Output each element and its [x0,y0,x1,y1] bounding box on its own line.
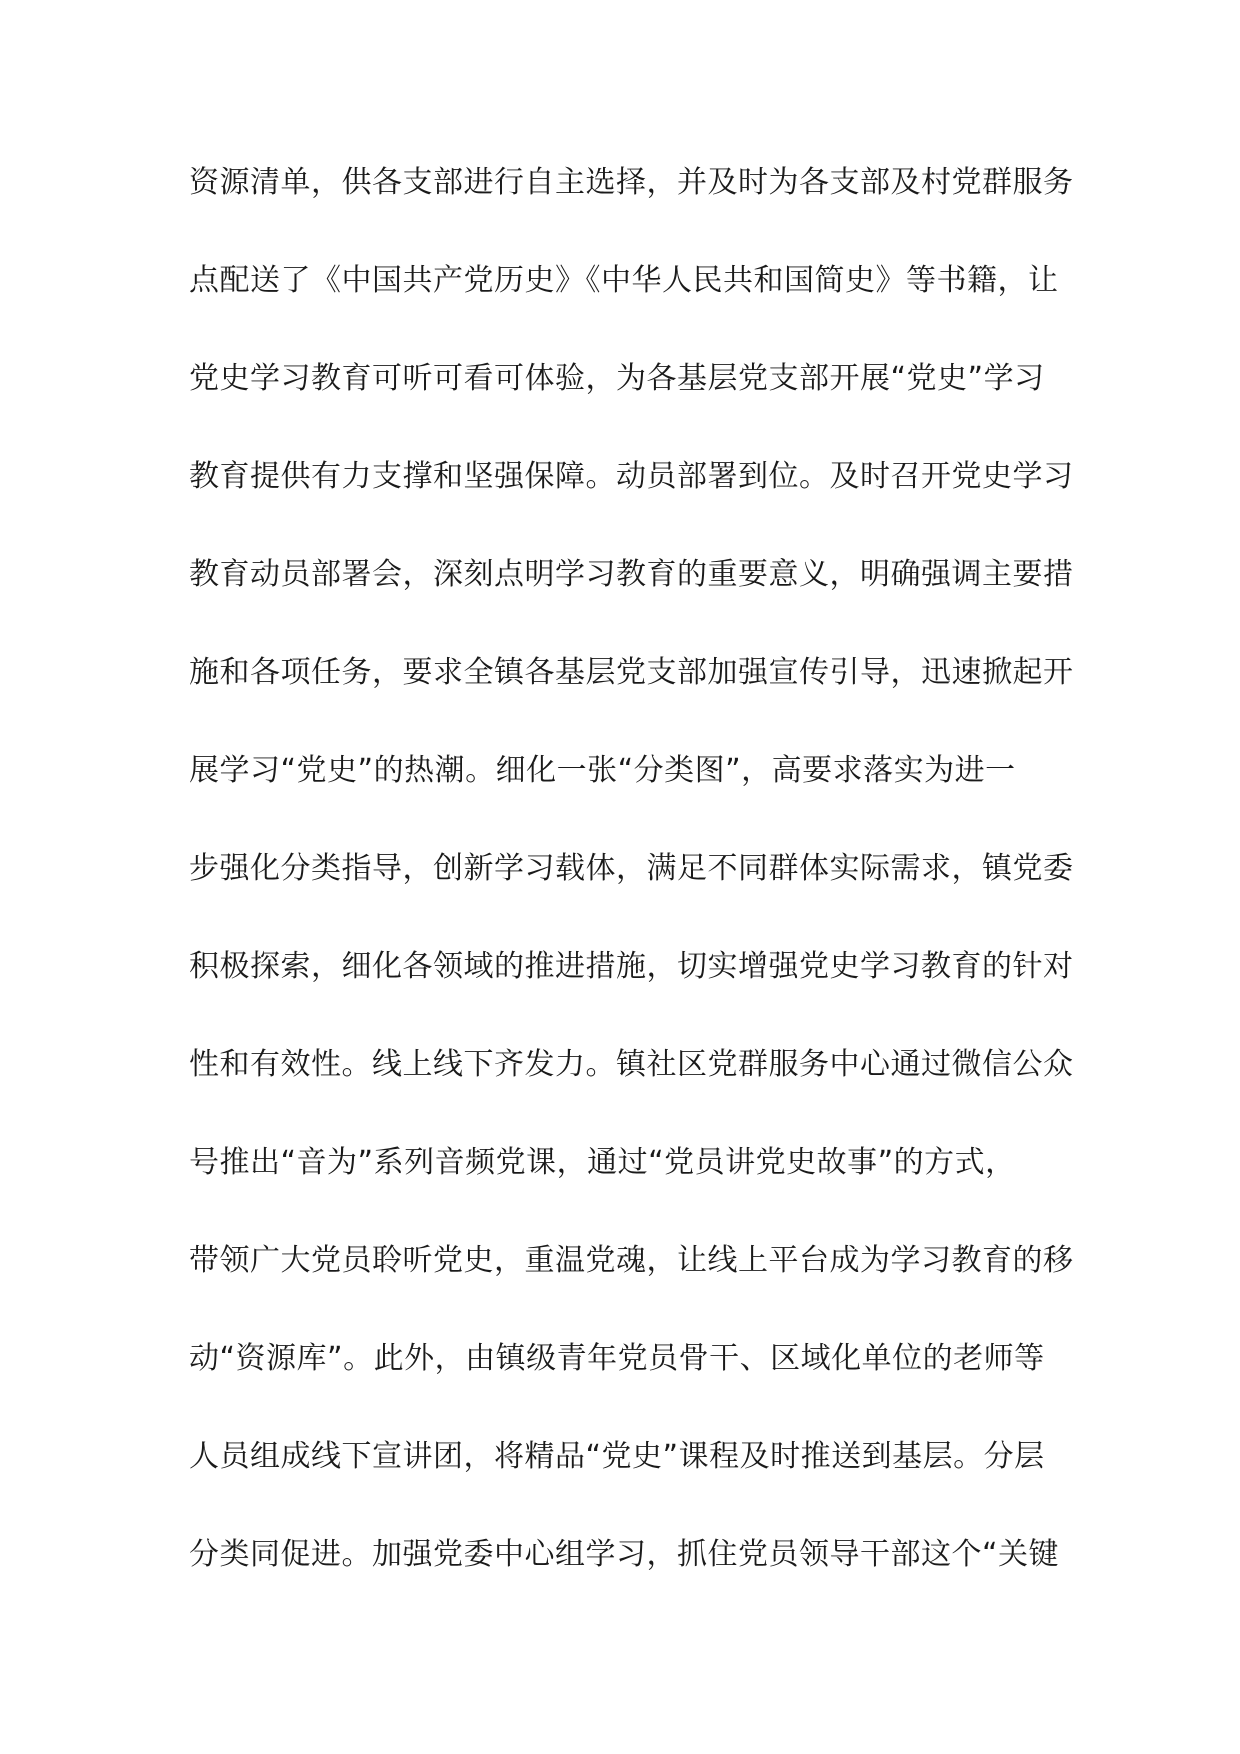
text-line: 教育提供有力支撑和坚强保障。动员部署到位。及时召开党史学习 [189,459,1074,494]
text-line: 动“资源库”。此外，由镇级青年党员骨干、区域化单位的老师等 [189,1341,1045,1376]
text-line: 人员组成线下宣讲团，将精品“党史”课程及时推送到基层。分层 [189,1439,1045,1474]
text-line: 点配送了《中国共产党历史》《中华人民共和国简史》等书籍，让 [189,263,1059,298]
text-line: 教育动员部署会，深刻点明学习教育的重要意义，明确强调主要措 [189,557,1074,592]
text-line: 带领广大党员聆听党史，重温党魂，让线上平台成为学习教育的移 [189,1243,1074,1278]
text-line: 党史学习教育可听可看可体验，为各基层党支部开展“党史”学习 [189,361,1045,396]
text-line: 号推出“音为”系列音频党课，通过“党员讲党史故事”的方式， [189,1145,1016,1180]
text-line: 展学习“党史”的热潮。细化一张“分类图”，高要求落实为进一 [189,753,1016,788]
text-line: 积极探索，细化各领域的推进措施，切实增强党史学习教育的针对 [189,949,1074,984]
text-line: 施和各项任务，要求全镇各基层党支部加强宣传引导，迅速掀起开 [189,655,1074,690]
body-text [189,165,1074,1638]
text-line: 分类同促进。加强党委中心组学习，抓住党员领导干部这个“关键 [189,1537,1060,1572]
text-line: 步强化分类指导，创新学习载体，满足不同群体实际需求，镇党委 [189,851,1074,886]
text-line: 资源清单，供各支部进行自主选择，并及时为各支部及村党群服务 [189,165,1074,200]
text-line: 性和有效性。线上线下齐发力。镇社区党群服务中心通过微信公众 [189,1047,1074,1082]
